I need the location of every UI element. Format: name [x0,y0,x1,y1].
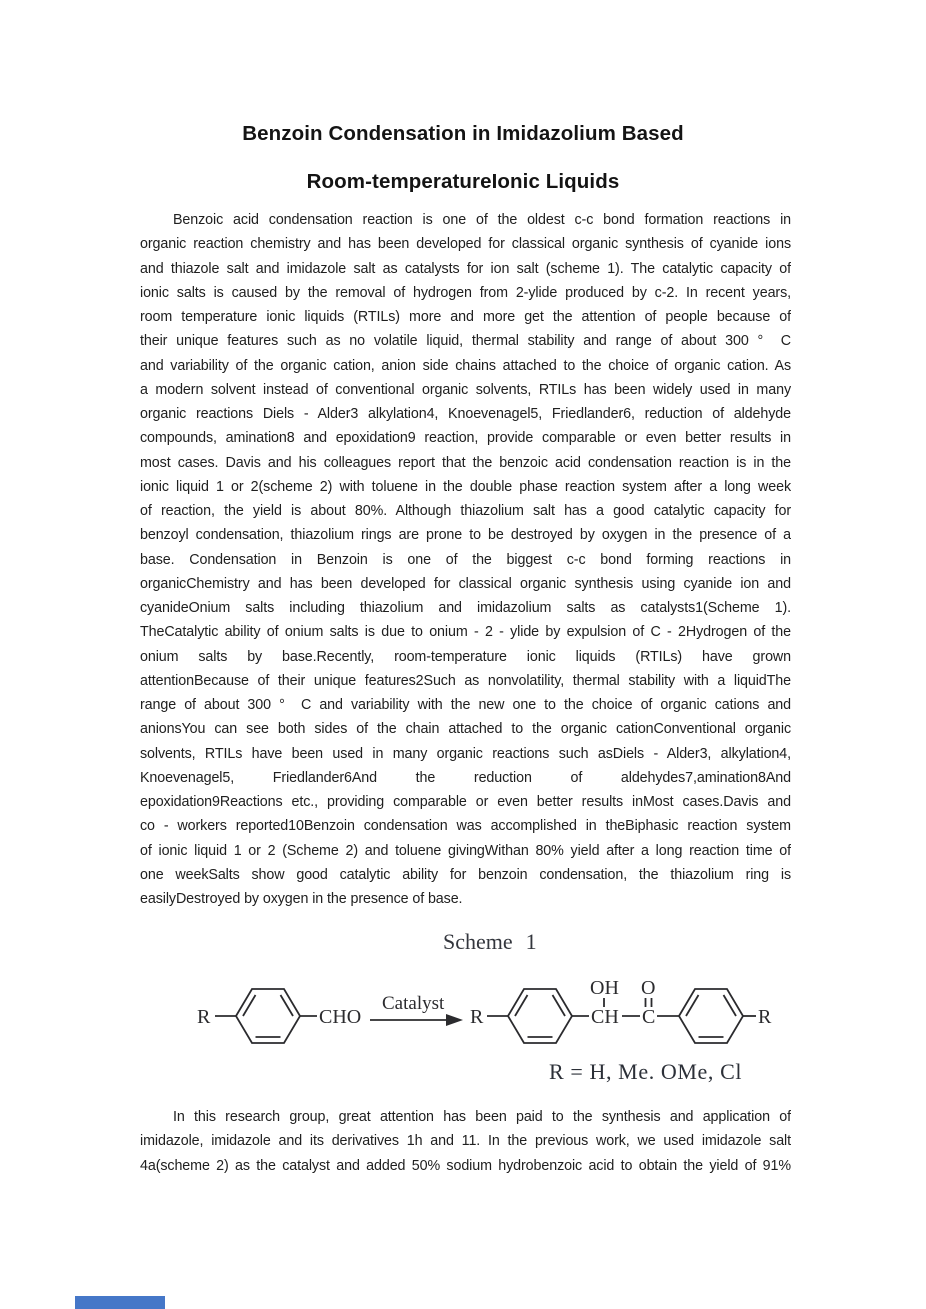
page-title-line-2: Room-temperatureIonic Liquids [306,170,620,193]
paragraph-line: anionsYou can see both sides of the chain attached to the organic cationConventional organic [140,721,791,738]
carbonyl-c-label: C [642,1006,656,1028]
reaction-arrow-head [446,1014,463,1026]
paragraph-line: ionic liquid 1 or 2(scheme 2) with toluene in the double phase reaction system after a long week [140,478,791,495]
paragraph-line: benzoyl condensation, thiazolium rings are prone to be destroyed by oxygen in the presence of a [140,527,791,544]
paragraph-line: and thiazole salt and imidazole salt as catalysts for ion salt (scheme 1). The catalytic capacity of [140,260,791,277]
scheme-caption [443,929,537,955]
paragraph-line: a modern solvent instead of conventional organic solvents, RTILs has been widely used in many [140,381,791,398]
benzene-ring [679,989,743,1043]
paragraph-line: TheCatalytic ability of onium salts is due to onium - 2 - ylide by expulsion of C - 2Hydrogen of the [140,624,791,641]
paragraph-line: epoxidation9Reactions etc., providing comparable or even better results inMost cases.Davis and [140,794,791,810]
paragraph-line: one weekSalts show good catalytic ability for benzoin condensation, the thiazolium ring is [140,866,791,883]
paragraph-line: compounds, amination8 and epoxidation9 reaction, provide comparable or even better results in [140,430,791,447]
paragraph-line: range of about 300 ° C and variability with the new one to the choice of organic cations and [140,697,791,713]
paragraph-line: organic reactions Diels - Alder3 alkylation4, Knoevenagel5, Friedlander6, reduction of aldehyde [140,406,791,422]
oh-label: OH [590,977,619,999]
bottom-left-blue-bar [75,1296,165,1309]
paragraph-1 [140,208,791,911]
paragraph-line: co - workers reported10Benzoin condensation was accomplished in theBiphasic reaction system [140,818,791,835]
benzene-ring [236,989,300,1043]
scheme-caption-word: Scheme [443,929,513,954]
paragraph-line: organic reaction chemistry and has been developed for classical organic synthesis of cyanide ions [140,236,791,253]
page-title-line-1: Benzoin Condensation in Imidazolium Based [242,122,684,145]
paragraph-line: organicChemistry and has been developed for classical organic synthesis using cyanide ion and [140,575,791,592]
paragraph-line: solvents, RTILs have been used in many organic reactions such asDiels - Alder3, alkylation4, [140,745,791,762]
catalyst-arrow-label: Catalyst [382,993,445,1014]
paragraph-line: easilyDestroyed by oxygen in the presence of base. [140,891,463,907]
paragraph-line: their unique features such as no volatile liquid, thermal stability and range of about 300 ° C [140,333,791,350]
paragraph-line: room temperature ionic liquids (RTILs) more and more get the attention of people because of [140,309,791,325]
paragraph-line: and variability of the organic cation, anion side chains attached to the choice of organic cation. As [140,357,791,374]
reactant-r-label: R [197,1006,211,1028]
paragraph-line: base. Condensation in Benzoin is one of the biggest c-c bond forming reactions in [140,551,791,568]
paragraph-line: In this research group, great attention has been paid to the synthesis and application of [173,1109,791,1125]
paragraph-line: imidazole, imidazole and its derivatives 1h and 11. In the previous work, we used imidazole salt [140,1133,791,1150]
paragraph-2 [140,1105,791,1178]
carbonyl-o-label: O [641,977,656,999]
paragraph-line: most cases. Davis and his colleagues report that the benzoic acid condensation reaction is in the [140,454,791,471]
ch-label: CH [591,1006,619,1028]
paragraph-line: onium salts by base.Recently, room-temperature ionic liquids (RTILs) have grown [140,648,791,665]
scheme-caption-number: 1 [525,929,537,954]
paragraph-line: 4a(scheme 2) as the catalyst and added 50% sodium hydrobenzoic acid to obtain the yield of 91% [140,1157,791,1174]
product-r-left-label: R [470,1006,484,1028]
paragraph-line: Benzoic acid condensation reaction is one of the oldest c-c bond formation reactions in [173,212,791,228]
paragraph-line: ionic salts is caused by the removal of hydrogen from 2-ylide produced by c-2. In recent years, [140,284,791,301]
scheme-r-definition: R = H, Me. OMe, Cl [549,1059,743,1084]
paragraph-line: Knoevenagel5, Friedlander6And the reduction of aldehydes7,amination8And [140,769,791,786]
paragraph-line: of ionic liquid 1 or 2 (Scheme 2) and toluene givingWithan 80% yield after a long reaction time of [140,842,791,859]
paragraph-line: attentionBecause of their unique features2Such as nonvolatility, thermal stability with a liquidThe [140,672,791,689]
benzene-ring [508,989,572,1043]
cho-group-label: CHO [319,1006,362,1028]
product-r-right-label: R [758,1006,772,1028]
paragraph-line: of reaction, the yield is about 80%. Although thiazolium salt has a good catalytic capacity for [140,503,791,519]
paragraph-line: cyanideOnium salts including thiazolium and imidazolium salts as catalysts1(Scheme 1). [140,600,791,616]
